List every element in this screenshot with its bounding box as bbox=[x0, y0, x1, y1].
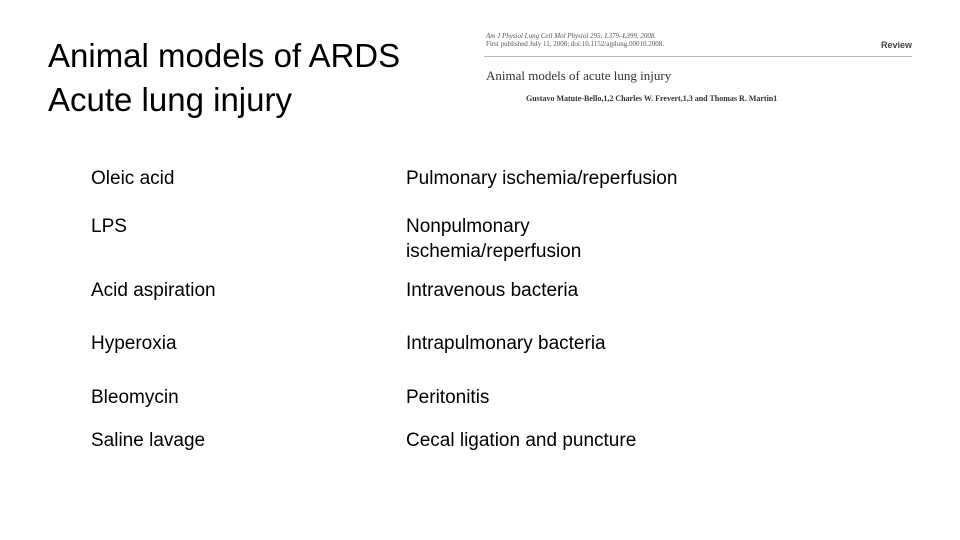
model-right-cell: Peritonitis bbox=[406, 387, 490, 408]
article-type-label: Review bbox=[880, 40, 912, 50]
model-right-cell: Intravenous bacteria bbox=[406, 280, 579, 301]
model-left-cell: Hyperoxia bbox=[91, 333, 177, 354]
article-authors: Gustavo Matute-Bello,1,2 Charles W. Frevert,1,3 and Thomas R. Martin1 bbox=[526, 94, 778, 103]
model-right-cell: Nonpulmonary ischemia/reperfusion bbox=[406, 216, 582, 262]
title-line-1: Animal models of ARDS bbox=[48, 37, 401, 74]
article-header-image bbox=[478, 32, 918, 118]
slide-title bbox=[48, 34, 400, 122]
article-citation: Am J Physiol Lung Cell Mol Physiol 295: L379–L399, 2008. bbox=[486, 32, 657, 40]
model-right-cell: Intrapulmonary bacteria bbox=[406, 333, 606, 354]
model-left-cell: Bleomycin bbox=[91, 387, 179, 408]
model-left-cell: Acid aspiration bbox=[91, 280, 216, 301]
model-left-cell: LPS bbox=[91, 216, 127, 237]
model-right-cell: Cecal ligation and puncture bbox=[406, 430, 637, 451]
model-left-cell: Oleic acid bbox=[91, 168, 175, 189]
article-divider bbox=[484, 56, 912, 57]
model-right-cell: Pulmonary ischemia/reperfusion bbox=[406, 168, 678, 189]
model-left-cell: Saline lavage bbox=[91, 430, 206, 451]
article-title: Animal models of acute lung injury bbox=[486, 68, 672, 83]
title-line-2: Acute lung injury bbox=[48, 81, 292, 118]
article-doi: First published July 11, 2008; doi:10.1152/ajplung.00010.2008. bbox=[486, 40, 664, 48]
